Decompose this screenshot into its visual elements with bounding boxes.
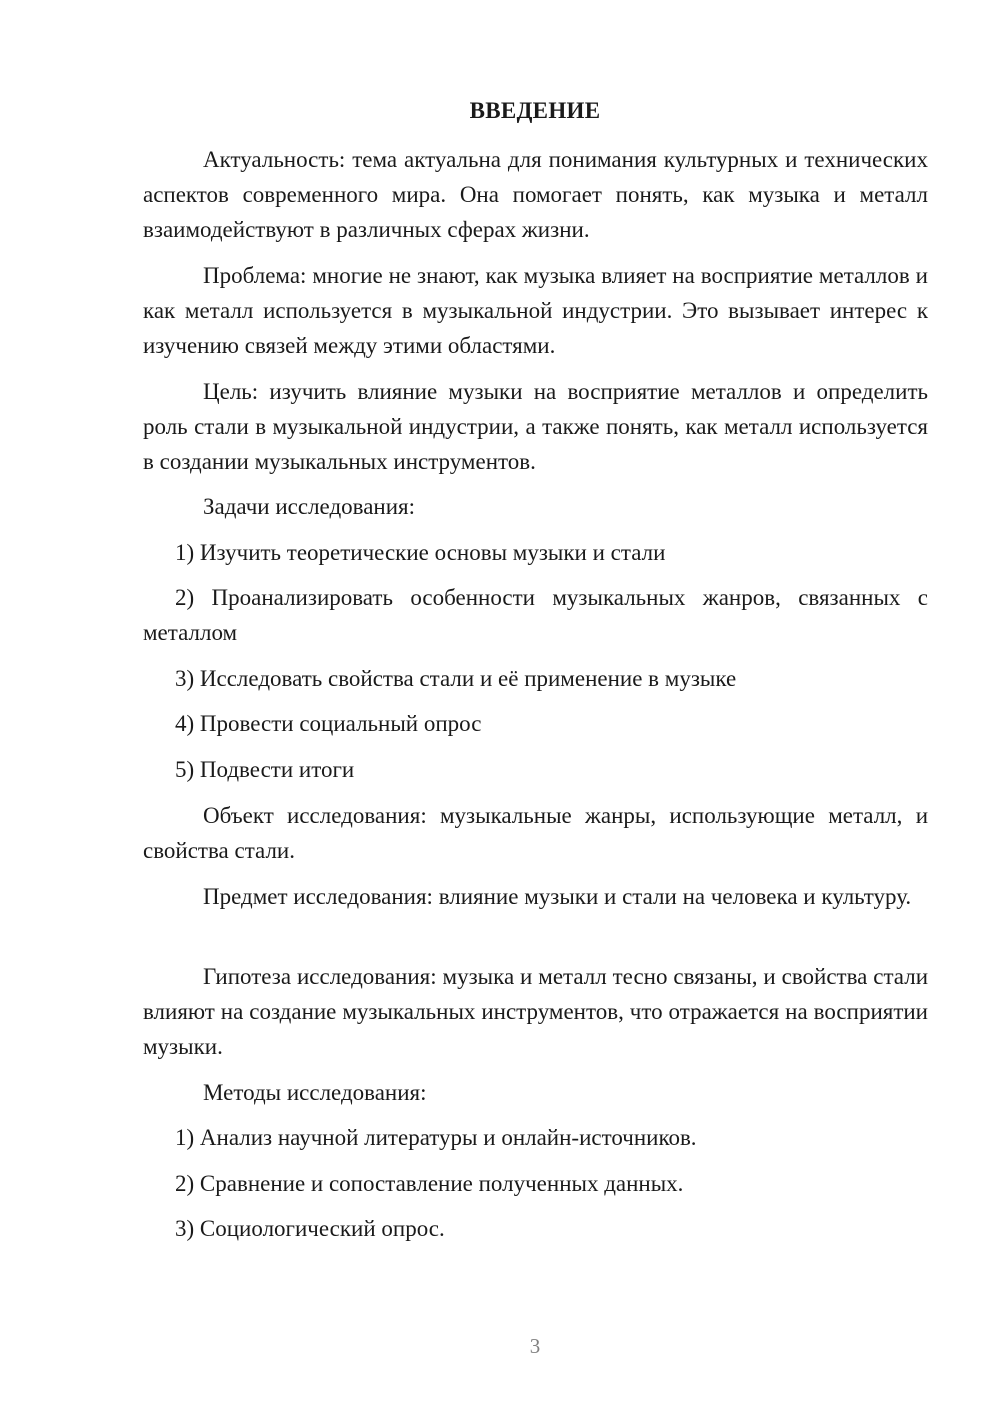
hypothesis-paragraph-block bbox=[143, 959, 928, 1064]
task-item: 2) Проанализировать особенности музыкальных жанров, связанных с металлом bbox=[143, 585, 928, 645]
methods-heading-block bbox=[143, 1075, 928, 1110]
relevance-paragraph: Актуальность: тема актуальна для понимания культурных и технических аспектов современного мира. Она помогает понять, как музыка и металл взаимодействуют в различных сферах жизни. bbox=[143, 147, 928, 242]
task-item-2-block bbox=[143, 580, 928, 650]
relevance-paragraph-block bbox=[143, 142, 928, 247]
object-paragraph-block bbox=[143, 798, 928, 868]
task-item: 4) Провести социальный опрос bbox=[175, 711, 482, 736]
object-paragraph: Объект исследования: музыкальные жанры, использующие металл, и свойства стали. bbox=[143, 803, 928, 863]
hypothesis-paragraph: Гипотеза исследования: музыка и металл тесно связаны, и свойства стали влияют на создание музыкальных инструментов, что отражается на восприятии музыки. bbox=[143, 964, 928, 1059]
goal-paragraph: Цель: изучить влияние музыки на восприятие металлов и определить роль стали в музыкальной индустрии, а также понять, как металл используется в создании музыкальных инструментов. bbox=[143, 379, 928, 474]
page-number: 3 bbox=[529, 1334, 541, 1358]
problem-paragraph-block bbox=[143, 258, 928, 363]
method-item-2-block bbox=[143, 1166, 928, 1201]
task-item: 5) Подвести итоги bbox=[175, 757, 355, 782]
goal-paragraph-block bbox=[143, 374, 928, 479]
method-item-3-block bbox=[143, 1211, 928, 1246]
task-item: 1) Изучить теоретические основы музыки и стали bbox=[175, 540, 666, 565]
subject-paragraph: Предмет исследования: влияние музыки и стали на человека и культуру. bbox=[203, 884, 912, 909]
problem-paragraph: Проблема: многие не знают, как музыка влияет на восприятие металлов и как металл используется в музыкальной индустрии. Это вызывает интерес к изучению связей между этими областями. bbox=[143, 263, 928, 358]
task-item-3-block bbox=[143, 661, 928, 696]
page-title: ВВЕДЕНИЕ bbox=[469, 98, 601, 123]
task-item-4-block bbox=[143, 706, 928, 741]
tasks-heading-block bbox=[143, 489, 928, 524]
tasks-heading: Задачи исследования: bbox=[203, 494, 416, 519]
task-item-1-block bbox=[143, 535, 928, 570]
task-item-5-block bbox=[143, 752, 928, 787]
method-item: 1) Анализ научной литературы и онлайн-источников. bbox=[175, 1125, 697, 1150]
method-item: 3) Социологический опрос. bbox=[175, 1216, 445, 1241]
method-item: 2) Сравнение и сопоставление полученных данных. bbox=[175, 1171, 684, 1196]
task-item: 3) Исследовать свойства стали и её применение в музыке bbox=[175, 666, 737, 691]
methods-heading: Методы исследования: bbox=[203, 1080, 427, 1105]
method-item-1-block bbox=[143, 1120, 928, 1155]
subject-paragraph-block bbox=[143, 879, 928, 914]
